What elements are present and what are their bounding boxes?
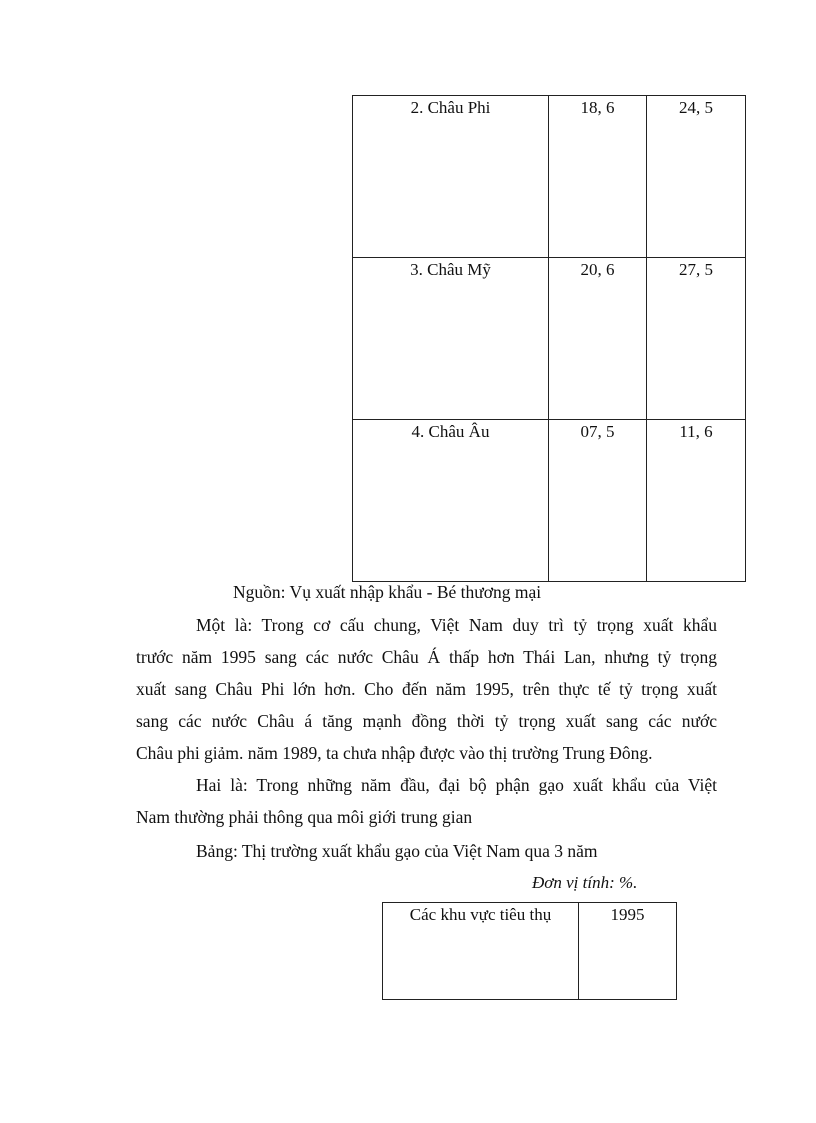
value-cell: 11, 6 — [647, 420, 746, 582]
paragraph-line: Một là: Trong cơ cấu chung, Việt Nam duy trì tỷ trọng xuất khẩu — [196, 615, 717, 635]
region-cell: 2. Châu Phi — [353, 96, 549, 258]
header-region: Các khu vực tiêu thụ — [383, 903, 579, 1000]
region-cell: 3. Châu Mỹ — [353, 258, 549, 420]
value-cell: 18, 6 — [549, 96, 647, 258]
table-row — [353, 96, 746, 258]
paragraph-line: sang các nước Châu á tăng mạnh đồng thời tỷ trọng xuất sang các nước — [136, 711, 717, 731]
value-cell: 20, 6 — [549, 258, 647, 420]
value-cell: 24, 5 — [647, 96, 746, 258]
value-cell: 27, 5 — [647, 258, 746, 420]
paragraph-line: Châu phi giảm. năm 1989, ta chưa nhập được vào thị trường Trung Đông. — [136, 743, 653, 763]
table-header-row — [383, 903, 677, 1000]
table-caption: Bảng: Thị trường xuất khẩu gạo của Việt Nam qua 3 năm — [196, 841, 598, 861]
table-row — [353, 420, 746, 582]
header-year: 1995 — [579, 903, 677, 1000]
value-cell: 07, 5 — [549, 420, 647, 582]
region-cell: 4. Châu Âu — [353, 420, 549, 582]
rice-market-table — [382, 902, 677, 1000]
paragraph-line: trước năm 1995 sang các nước Châu Á thấp hơn Thái Lan, nhưng tỷ trọng — [136, 647, 717, 667]
export-share-table — [352, 95, 746, 582]
table-row — [353, 258, 746, 420]
paragraph-line: Hai là: Trong những năm đầu, đại bộ phận gạo xuất khẩu của Việt — [196, 775, 717, 795]
paragraph-line: xuất sang Châu Phi lớn hơn. Cho đến năm 1995, trên thực tế tỷ trọng xuất — [136, 679, 717, 699]
source-note: Nguồn: Vụ xuất nhập khẩu - Bé thương mại — [233, 582, 542, 602]
unit-note: Đơn vị tính: %. — [532, 873, 638, 892]
paragraph-line: Nam thường phải thông qua môi giới trung gian — [136, 807, 473, 827]
